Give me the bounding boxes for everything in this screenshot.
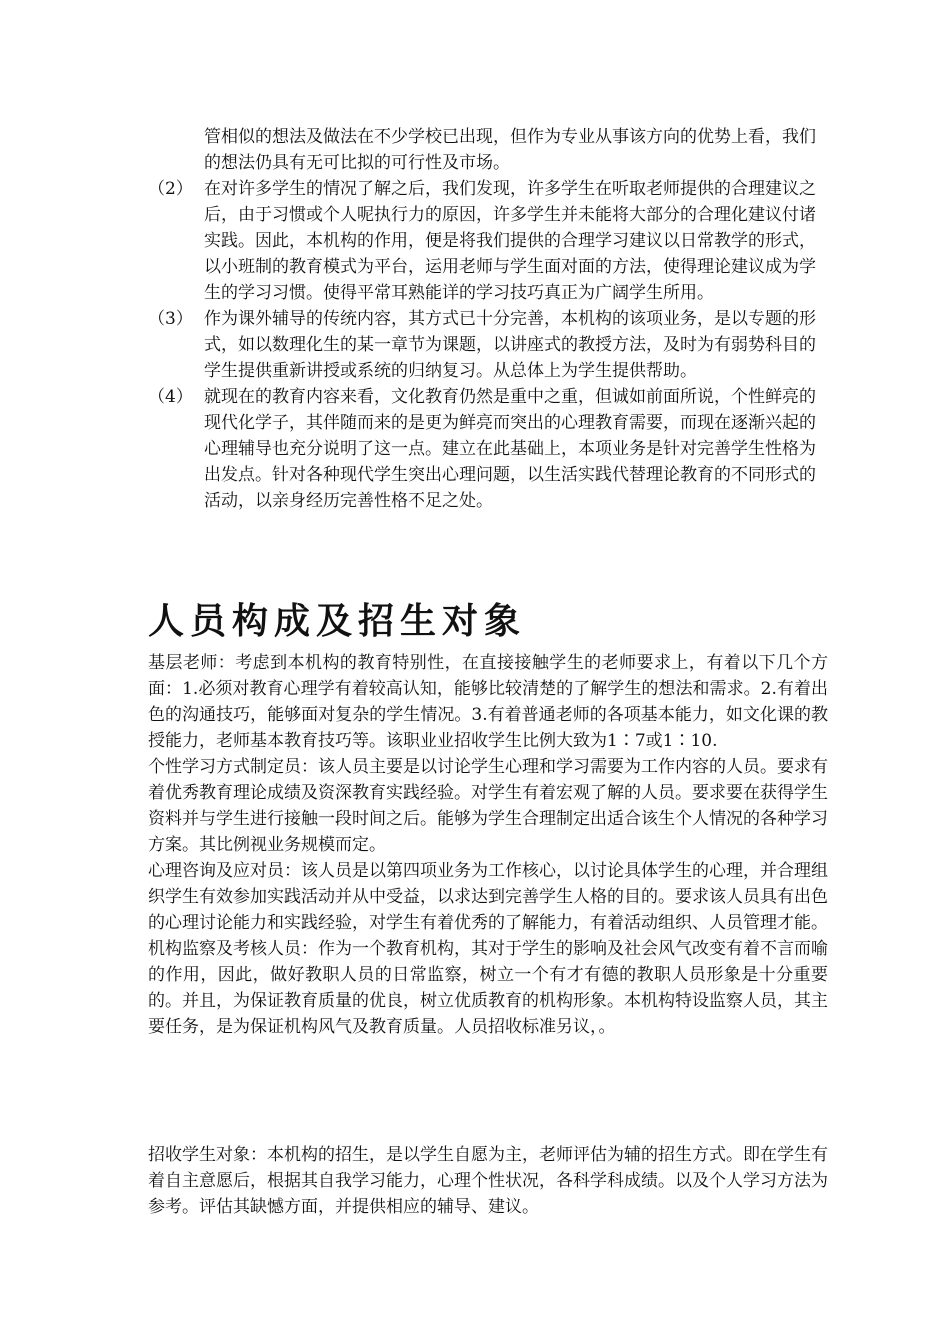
list-item — [148, 384, 828, 514]
staff-section — [148, 650, 828, 1040]
list-item-number: （3） — [148, 309, 193, 329]
paragraph-learning-planner: 个性学习方式制定员：该人员主要是以讨论学生心理和学习需要为工作内容的人员。要求有着优秀教育理论成绩及资深教育实践经验。对学生有着宏观了解的人员。要求要在获得学生资料并与学生进行接触一段时间之后。能够为学生合理制定出适合该生个人情况的各种学习方案。其比例视业务规模而定。 — [148, 757, 828, 855]
list-item-text: 就现在的教育内容来看，文化教育仍然是重中之重，但诚如前面所说，个性鲜亮的现代化学子，其伴随而来的是更为鲜亮而突出的心理教育需要，而现在逐渐兴起的心理辅导也充分说明了这一点。建立在此基础上，本项业务是针对完善学生性格为出发点。针对各种现代学生突出心理问题，以生活实践代替理论教育的不同形式的活动，以亲身经历完善性格不足之处。 — [204, 387, 816, 511]
paragraph-enrollment: 招收学生对象：本机构的招生，是以学生自愿为主，老师评估为辅的招生方式。即在学生有着自主意愿后，根据其自我学习能力，心理个性状况，各科学科成绩。以及个人学习方法为参考。评估其缺憾方面，并提供相应的辅导、建议。 — [148, 1145, 828, 1217]
paragraph-supervisor: 机构监察及考核人员：作为一个教育机构，其对于学生的影响及社会风气改变有着不言而喻的作用，因此，做好教职人员的日常监察，树立一个有才有德的教职人员形象是十分重要的。并且，为保证教育质量的优良，树立优质教育的机构形象。本机构特设监察人员，其主要任务，是为保证机构风气及教育质量。人员招收标准另议，。 — [148, 939, 828, 1037]
list-item-text: 在对许多学生的情况了解之后，我们发现，许多学生在听取老师提供的合理建议之后，由于习惯或个人呢执行力的原因，许多学生并未能将大部分的合理化建议付诸实践。因此，本机构的作用，便是将我们提供的合理学习建议以日常教学的形式，以小班制的教育模式为平台，运用老师与学生面对面的方法，使得理论建议成为学生的学习习惯。使得平常耳熟能详的学习技巧真正为广阔学生所用。 — [204, 179, 816, 303]
list-item-number: （2） — [148, 179, 193, 199]
numbered-list — [148, 176, 828, 514]
paragraph-counselor: 心理咨询及应对员：该人员是以第四项业务为工作核心，以讨论具体学生的心理，并合理组织学生有效参加实践活动并从中受益，以求达到完善学生人格的目的。要求该人员具有出色的心理讨论能力和实践经验，对学生有着优秀的了解能力，有着活动组织、人员管理才能。 — [148, 861, 828, 933]
list-item-number: （4） — [148, 387, 193, 407]
enrollment-section — [148, 1142, 828, 1220]
list-item — [148, 306, 828, 384]
list-item — [148, 176, 828, 306]
paragraph-basic-teachers: 基层老师：考虑到本机构的教育特别性，在直接接触学生的老师要求上，有着以下几个方面：1.必须对教育心理学有着较高认知，能够比较清楚的了解学生的想法和需求。2.有着出色的沟通技巧，能够面对复杂的学生情况。3.有着普通老师的各项基本能力，如文化课的教授能力，老师基本教育技巧等。该职业业招收学生比例大致为1∶7或1∶10. — [148, 653, 828, 751]
section-heading: 人员构成及招生对象 — [148, 601, 527, 642]
list-item-text: 作为课外辅导的传统内容，其方式已十分完善，本机构的该项业务，是以专题的形式，如以数理化生的某一章节为课题，以讲座式的教授方法，及时为有弱势科目的学生提供重新讲授或系统的归纳复习。从总体上为学生提供帮助。 — [204, 309, 816, 381]
continuation-paragraph: 管相似的想法及做法在不少学校已出现，但作为专业从事该方向的优势上看，我们的想法仍具有无可比拟的可行性及市场。 — [204, 127, 816, 173]
